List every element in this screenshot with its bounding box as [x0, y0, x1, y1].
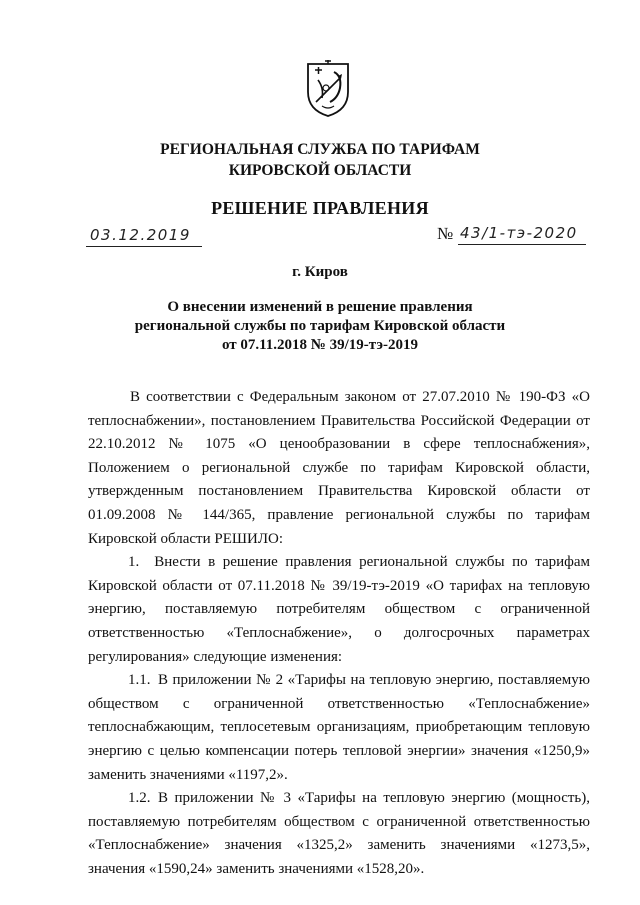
clause-1-1-paragraph: 1.1. В приложении № 2 «Тарифы на тепловую энергию, поставляемую обществом с ограниченной ответственностью «Теплоснабжение» теплоснабжающим, теплосетевым организациям, приобретающим тепловую энергию с целью компенсации потерь тепловой энергии» значения «1250,9» заменить значениями «1197,2». — [88, 672, 590, 783]
clause-1-paragraph: 1. Внести в решение правления региональной службы по тарифам Кировской области от 07.11.2018 № 39/19-тэ-2019 «О тарифах на тепловую энергию, поставляемую потребителям обществом с ограниченной ответственностью «Теплоснабжение», о долгосрочных параметрах регулирования» следующие изменения: — [88, 554, 590, 665]
preamble-paragraph: В соответствии с Федеральным законом от 27.07.2010 № 190-ФЗ «О теплоснабжении», постановлением Правительства Российской Федерации от 22.10.2012 № 1075 «О ценообразовании в сфере теплоснабжения», Положением о региональной службе по тарифам Кировской области, утвержденным постановлением Правительства Кировской области от 01.09.2008 № 144/365, правление региональной службы по тарифам Кировской области РЕШИЛО: — [88, 389, 590, 547]
handwritten-date: 03.12.2019 — [90, 226, 191, 244]
document-type-title: РЕШЕНИЕ ПРАВЛЕНИЯ — [211, 198, 429, 218]
kirov-coat-of-arms-icon — [304, 58, 352, 118]
agency-name — [0, 139, 640, 181]
subject-line2: региональной службы по тарифам Кировской области — [134, 318, 506, 334]
subject-heading — [0, 298, 640, 355]
number-label: № — [437, 224, 454, 243]
city-line: г. Киров — [292, 264, 348, 280]
handwritten-number: 43/1-тэ-2020 — [460, 224, 578, 242]
agency-name-line1: РЕГИОНАЛЬНАЯ СЛУЖБА ПО ТАРИФАМ — [160, 141, 480, 158]
number-underline — [458, 244, 586, 245]
subject-line1: О внесении изменений в решение правления — [167, 299, 473, 315]
agency-name-line2: КИРОВСКОЙ ОБЛАСТИ — [228, 162, 412, 179]
date-underline — [86, 246, 202, 247]
subject-line3: от 07.11.2018 № 39/19-тэ-2019 — [221, 337, 419, 353]
clause-1-2-paragraph: 1.2. В приложении № 3 «Тарифы на тепловую энергию (мощность), поставляемую потребителям обществом с ограниченной ответственностью «Теплоснабжение» значения «1325,2» заменить значениями «1273,5», значения «1590,24» заменить значениями «1528,20». — [88, 790, 590, 877]
document-body — [88, 386, 590, 881]
